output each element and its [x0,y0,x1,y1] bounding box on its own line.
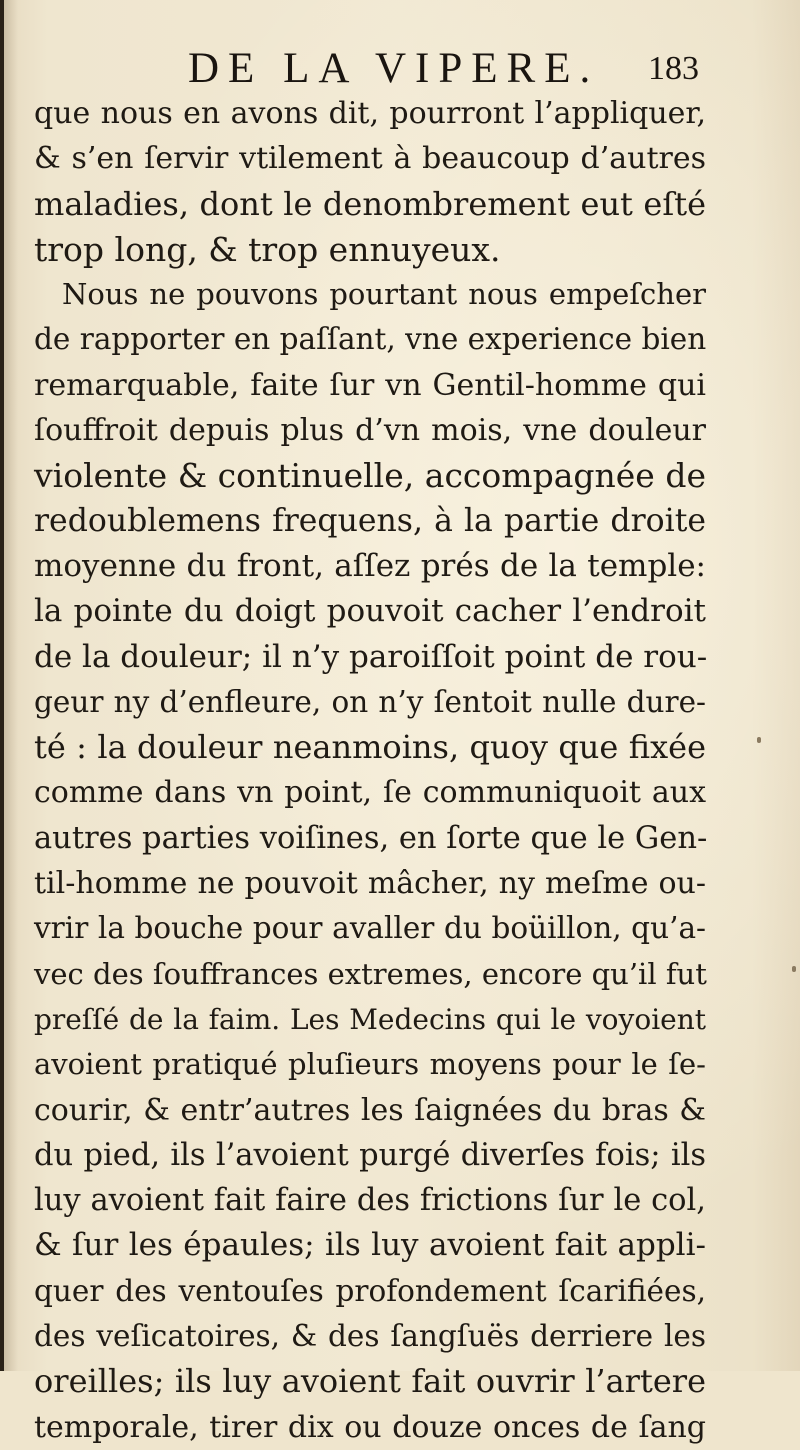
text-line: temporale, tirer dix ou douze onces de ſang [34,1409,706,1445]
running-head: DE LA VIPERE. [188,45,600,92]
text-line: té : la douleur neanmoins, quoy que fixée [34,728,706,767]
text-line: & s’en ſervir vtilement à beaucoup d’autres [34,141,706,177]
text-line: violente & continuelle, accompagnée de [34,456,706,496]
text-line: Nous ne pouvons pourtant nous empeſcher [62,277,706,312]
text-line: trop long, & trop ennuyeux. [34,229,501,269]
page-number: 183 [648,50,699,87]
text-line: & ſur les épaules; ils luy avoient fait appli- [34,1227,706,1264]
text-line: moyenne du front, aſſez prés de la temple: [34,547,706,584]
text-line: courir, & entr’autres les ſaignées du bras & [34,1092,706,1128]
text-line: des veſicatoires, & des ſangſuës derriere les [34,1319,706,1354]
paper-speck [792,966,796,972]
body-text [34,91,706,1450]
text-line: redoublemens frequens, à la partie droite [34,502,706,539]
text-line: la pointe du doigt pouvoit cacher l’endroit [34,593,706,630]
text-line: avoient pratiqué pluſieurs moyens pour le ſe- [34,1047,706,1082]
text-line: preſſé de la faim. Les Medecins qui le voyoient [34,1002,706,1036]
text-line: de la douleur; il n’y paroiſſoit point de rou- [34,638,708,675]
text-line: autres parties voiſines, en ſorte que le Gen- [34,820,708,856]
text-line: du pied, ils l’avoient purgé diverſes fois; ils [34,1137,706,1173]
text-line: vec des ſouffrances extremes, encore qu’il fut [34,956,707,991]
text-line: comme dans vn point, ſe communiquoit aux [34,775,706,811]
text-line: luy avoient fait faire des frictions ſur le col, [34,1183,706,1219]
text-line: de rapporter en paſſant, vne experience bien [34,322,707,357]
text-line: vrir la bouche pour avaller du boüillon, qu’a- [34,911,706,946]
text-line: quer des ventouſes profondement ſcarifiées, [34,1273,706,1308]
text-line: til-homme ne pouvoit mâcher, ny meſme ou- [34,866,706,902]
text-line: ſouffroit depuis plus d’vn mois, vne douleur [34,413,706,449]
text-line: geur ny d’enfleure, on n’y ſentoit nulle dure- [34,684,706,719]
paper-speck [757,737,761,743]
text-line: que nous en avons dit, pourront l’appliquer, [34,96,706,131]
text-line: oreilles; ils luy avoient fait ouvrir l’artere [34,1362,706,1401]
gutter-shadow [4,0,18,1371]
text-line: maladies, dont le denombrement eut eſté [34,184,706,223]
text-line: remarquable, faite ſur vn Gentil-homme qui [34,367,706,403]
